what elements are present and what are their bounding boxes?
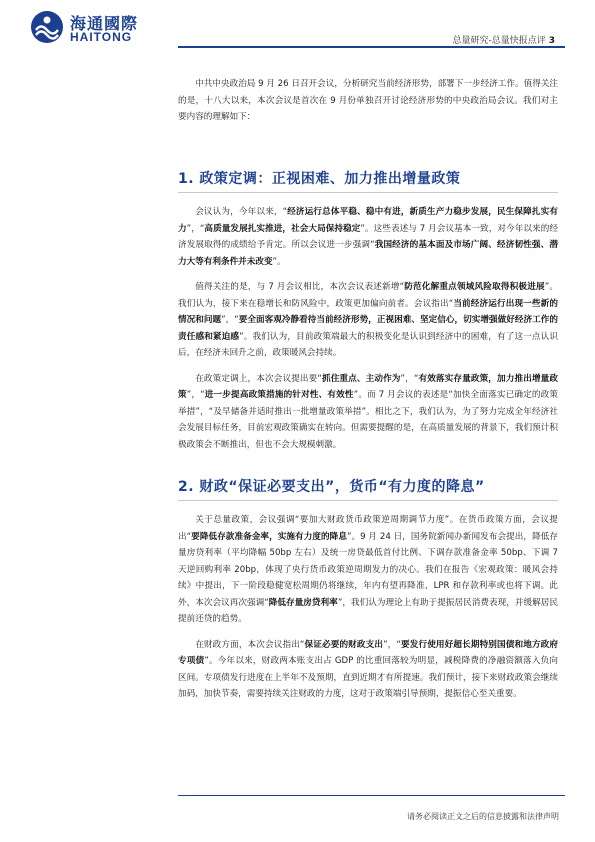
paragraph-text: 在政策定调上，本次会议提出要“ (195, 373, 322, 384)
emphasis-text: 保证必要的财政支出 (304, 639, 384, 650)
emphasis-text: 抓住重点、主动作为 (321, 373, 401, 384)
breadcrumb (452, 33, 555, 46)
logo-chinese-name: 海通國際 (70, 14, 139, 33)
emphasis-text: 要全面客观冷静看待当前经济形势，正视困难、坚定信心，切实增强做好经济工作的责任感和紧迫感 (178, 315, 558, 342)
paragraph-text: 关于总量政策，会议强调“要加大财政货币政策逆周期调节力度”。在货币政策方面，会议提出“ (178, 515, 558, 542)
paragraph-text: ”。这些表述与 7 月会议基本一致，对今年以来的经济发展取得的成绩给予肯定。所以会议进一步强调“ (178, 223, 558, 250)
page-number: 3 (548, 36, 555, 46)
paragraph-text: ”。我们认为，接下来在稳增长和防风险中，政策更加偏向前者。会议指出“ (178, 282, 558, 309)
paragraph-text: ”。我们认为，目前政策端最大的积极变化是认识到经济中的困难，有了这一点认识后，在经济未回升之前，政策暖风会持续。 (178, 331, 558, 358)
section-title-1: 1. 政策定调：正视困难、加力推出增量政策 (178, 171, 461, 187)
paragraph-text: ”。 (272, 256, 286, 267)
paragraph-text: 值得关注的是，与 7 月会议相比，本次会议表述新增“ (195, 282, 405, 292)
section-divider-2 (178, 500, 558, 501)
report-category: 总量研究-总量快报点评 (452, 36, 546, 46)
header-divider (178, 46, 565, 48)
emphasis-text: 经济运行总体平稳、稳中有进，新质生产力稳步发展，民生保障扎实有力 (178, 207, 558, 234)
emphasis-text: 要发行使用好超长期特别国债和地方政府专项债 (178, 639, 558, 666)
paragraph-text: 在财政方面，本次会议指出“ (195, 639, 305, 650)
emphasis-text: 有效落实存量政策，加力推出增量政策 (178, 373, 558, 400)
footer-divider (178, 795, 565, 796)
section-paragraph (178, 637, 558, 703)
page-header (0, 0, 595, 50)
section-paragraph (178, 279, 558, 362)
section-paragraph (178, 512, 558, 628)
paragraph-text: 会议认为，今年以来，“ (195, 207, 288, 217)
paragraph-text: ”。而 7 月会议的表述是“加快全面落实已确定的政策举措”，“及早储备并适时推出一批增量政策举措”。相比之下，我们认为，为了努力完成全年经济社会发展目标任务，目前宏观政策确实在转向。但需要提醒的是，在高质量发展的背景下，我们预计积极政策会不断推出，但也不会大规模刺激。 (178, 390, 558, 450)
emphasis-text: 要降低存款准备金率，实施有力度的降息 (191, 531, 347, 542)
section-2-body (178, 512, 558, 703)
section-paragraph (178, 204, 558, 270)
paragraph-text: ”，“ (383, 639, 401, 650)
paragraph-text: ”，“ (186, 390, 205, 400)
emphasis-text: 进一步提高政策措施的针对性、有效性 (204, 390, 354, 400)
emphasis-text: 我国经济的基本面及市场广阔、经济韧性强、潜力大等有利条件并未改变 (178, 240, 558, 267)
section-paragraph (178, 371, 558, 454)
intro-block (178, 76, 558, 126)
section-title-2: 2. 财政“保证必要支出”，货币“有力度的降息” (178, 479, 485, 495)
emphasis-text: 高质量发展扎实推进，社会大局保持稳定 (204, 223, 361, 234)
emphasis-text: 防范化解重点领域风险取得积极进展 (404, 282, 545, 292)
section-1-body (178, 204, 558, 453)
footer-disclaimer[interactable]: 请务必阅读正文之后的信息披露和法律声明 (407, 812, 559, 821)
section-divider-1 (178, 192, 558, 193)
paragraph-text: ”，我们认为理论上有助于提振居民消费表现，并缓解居民提前还贷的趋势。 (178, 597, 558, 624)
paragraph-text: ”，“ (186, 223, 205, 234)
emphasis-text: 当前经济运行出现一些新的情况和问题 (178, 298, 558, 325)
logo-english-name: HAITONG (70, 30, 133, 44)
emphasis-text: 降低存量房贷利率 (268, 597, 338, 608)
paragraph-text: ”，“ (221, 315, 239, 325)
paragraph-text: ”。9 月 24 日，国务院新闻办新闻发布会提出，降低存量房贷利率（平均降幅 50bp 左右）及统一房贷最低首付比例、下调存款准备金率 50bp、下调 7 天逆回购利率 20bp，体现了央行货币政策逆周期发力的决心。我们在报告《宏观政策：暖风会持续》中提出，下一阶段稳健宽松周期仍将继续，年内有望再降准，LPR 和存款利率或也将下调。此外，本次会议再次强调“ (178, 531, 558, 608)
paragraph-text: ”，“ (400, 373, 419, 384)
intro-paragraph: 中共中央政治局 9 月 26 日召开会议，分析研究当前经济形势，部署下一步经济工作。值得关注的是，十八大以来，本次会议是首次在 9 月份单独召开讨论经济形势的中央政治局会议。我们对主要内容的理解如下： (178, 79, 558, 122)
haitong-logo-icon (30, 10, 64, 44)
paragraph-text: ”。今年以来，财政两本账支出占 GDP 的比重回落较为明显，减税降费的净融资额落入负向区间。专项债发行进度在上半年不及预期，直到近期才有所提速。我们预计，接下来财政政策会继续加码，加快节奏，需要持续关注财政的力度，这对于政策端引导预期，提振信心至关重要。 (178, 656, 558, 699)
